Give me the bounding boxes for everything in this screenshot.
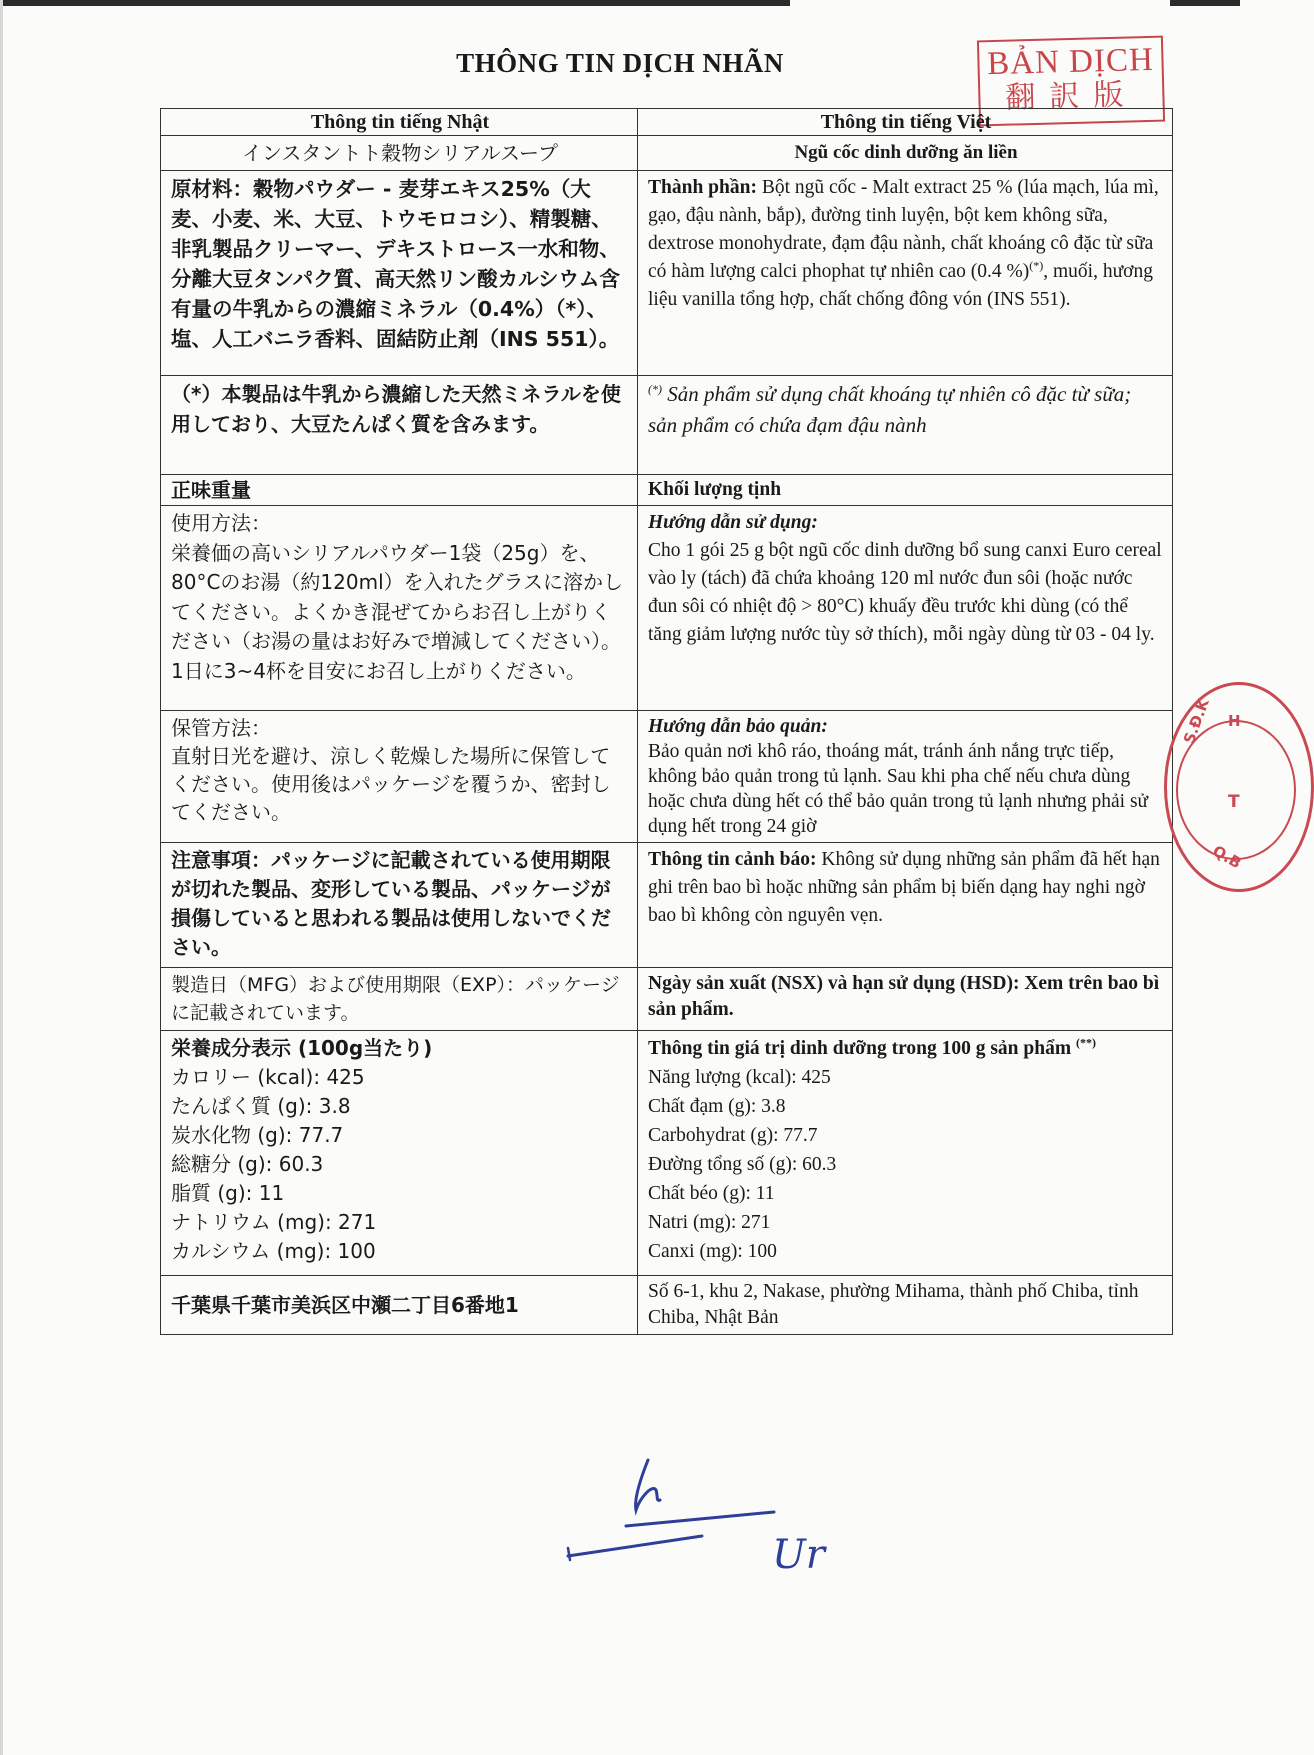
table-header-row: [161, 109, 1173, 136]
warning-jp: 注意事項：パッケージに記載されている使用期限が切れた製品、変形している製品、パッケージが損傷していると思われる製品は使用しないでください。: [161, 843, 638, 968]
usage-jp-text: 栄養価の高いシリアルパウダー1袋（25g）を、80°Cのお湯（約120ml）を入れたグラスに溶かしてください。よくかき混ぜてからお召し上がりください（お湯の量はお好みで増減してください）。1日に3~4杯を目安にお召し上がりください。: [171, 540, 624, 683]
nutrition-jp-row: カルシウム (mg): 100: [171, 1239, 376, 1263]
nutrition-vn-row: Canxi (mg): 100: [648, 1241, 777, 1262]
nutrition-jp-row: 脂質 (g): 11: [171, 1181, 285, 1205]
nutrition-row: [161, 1031, 1173, 1276]
header-vn: Thông tin tiếng Việt: [638, 109, 1173, 136]
note-row: [161, 376, 1173, 475]
ingredients-text-b: , muối, hương liệu vanilla tổng hợp, chất chống đông vón (INS 551).: [648, 261, 1153, 310]
seal-text-c: Q.B: [1209, 841, 1245, 873]
usage-vn: [638, 506, 1173, 711]
usage-vn-label: Hướng dẫn sử dụng:: [648, 512, 818, 533]
address-row: [161, 1276, 1173, 1335]
signature-stroke-tick: [568, 1548, 570, 1560]
product-name-vn: Ngũ cốc dinh dưỡng ăn liền: [638, 136, 1173, 171]
header-jp: Thông tin tiếng Nhật: [161, 109, 638, 136]
dates-jp: 製造日（MFG）および使用期限（EXP）：パッケージに記載されています。: [161, 968, 638, 1031]
net-weight-jp: 正味重量: [161, 475, 638, 506]
signature-stroke-initial: [636, 1460, 660, 1510]
ingredients-vn: [638, 171, 1173, 376]
nutrition-jp-title: 栄養成分表示 (100g当たり): [171, 1036, 433, 1060]
signature-initials: Ur: [772, 1532, 825, 1578]
scan-top-edge-gap: [790, 0, 1170, 6]
storage-jp: [161, 711, 638, 843]
nutrition-vn-row: Chất đạm (g): 3.8: [648, 1096, 786, 1117]
warning-vn-text: Không sử dụng những sản phẩm đã hết hạn ghi trên bao bì hoặc những sản phẩm bị biến dạng hay nghi ngờ bao bì không còn nguyên vẹn.: [648, 849, 1160, 926]
nutrition-jp-row: 総糖分 (g): 60.3: [171, 1152, 324, 1176]
dates-vn: Ngày sản xuất (NSX) và hạn sử dụng (HSD): Xem trên bao bì sản phẩm.: [638, 968, 1173, 1031]
nutrition-jp-row: ナトリウム (mg): 271: [171, 1210, 377, 1234]
storage-jp-text: 直射日光を避け、涼しく乾燥した場所に保管してください。使用後はパッケージを覆うか、密封してください。: [171, 744, 611, 824]
product-row: [161, 136, 1173, 171]
nutrition-vn-row: Natri (mg): 271: [648, 1212, 771, 1233]
address-vn: Số 6-1, khu 2, Nakase, phường Mihama, thành phố Chiba, tỉnh Chiba, Nhật Bản: [638, 1276, 1173, 1335]
usage-jp-label: 使用方法：: [171, 511, 271, 535]
nutrition-vn-row: Đường tổng số (g): 60.3: [648, 1154, 837, 1175]
product-name-jp: インスタントト穀物シリアルスープ: [161, 136, 638, 171]
storage-vn: [638, 711, 1173, 843]
storage-vn-label: Hướng dẫn bảo quản:: [648, 716, 828, 737]
storage-row: [161, 711, 1173, 843]
ingredients-label: Thành phần:: [648, 177, 757, 198]
ingredients-sup: (*): [1029, 258, 1044, 273]
net-weight-vn: Khối lượng tịnh: [638, 475, 1173, 506]
nutrition-vn-title: [648, 1034, 1164, 1063]
nutrition-jp: [161, 1031, 638, 1276]
nutrition-vn-row: Carbohydrat (g): 77.7: [648, 1125, 818, 1146]
usage-row: [161, 506, 1173, 711]
stamp-line-1: BẢN DỊCH: [986, 41, 1155, 83]
usage-vn-text: Cho 1 gói 25 g bột ngũ cốc dinh dưỡng bổ sung canxi Euro cereal vào ly (tách) đã chứa khoảng 120 ml nước đun sôi (hoặc nước đun sôi có nhiệt độ > 80°C) khuấy đều trước khi dùng (có thể tăng giảm lượng nước tùy sở thích), mỗi ngày dùng từ 03 - 04 ly.: [648, 540, 1162, 645]
ingredients-jp: 原材料：穀物パウダー - 麦芽エキス25%（大麦、小麦、米、大豆、トウモロコシ）、精製糖、非乳製品クリーマー、デキストロース一水和物、分離大豆タンパク質、高天然リン酸カルシウム含有量の牛乳からの濃縮ミネラル（0.4%）（*）、塩、人工バニラ香料、固結防止剤（INS 551）。: [161, 171, 638, 376]
stamp-line-2: 翻訳版: [1004, 77, 1138, 116]
storage-jp-label: 保管方法：: [171, 716, 271, 740]
dates-row: [161, 968, 1173, 1031]
note-vn: [638, 376, 1173, 475]
nutrition-vn-title-sup: (**): [1075, 1035, 1096, 1050]
ingredients-text-a: Bột ngũ cốc - Malt extract 25 % (lúa mạch, lúa mì, gạo, đậu nành, bắp), đường tinh luyện, bột kem không sữa, dextrose monohydrate, đạm đậu nành, chất khoáng cô đặc từ sữa có hàm lượng calci phophat tự nhiên cao (0.4 %): [648, 177, 1159, 282]
note-sup: (*): [648, 382, 662, 396]
warning-vn-label: Thông tin cảnh báo:: [648, 849, 817, 870]
note-jp: （*）本製品は牛乳から濃縮した天然ミネラルを使用しており、大豆たんぱく質を含みます。: [161, 376, 638, 475]
nutrition-vn-row: Chất béo (g): 11: [648, 1183, 775, 1204]
storage-vn-text: Bảo quản nơi khô ráo, thoáng mát, tránh ánh nắng trực tiếp, không bảo quản trong tủ lạnh. Sau khi pha chế nếu chưa dùng hoặc chưa dùng hết có thể bảo quản trong tủ lạnh nhưng phải sử dụng hết trong 24 giờ: [648, 741, 1149, 837]
nutrition-vn-title-text: Thông tin giá trị dinh dưỡng trong 100 g sản phẩm: [648, 1038, 1072, 1059]
seal-text-d: T: [1228, 792, 1240, 812]
nutrition-jp-row: カロリー (kcal): 425: [171, 1065, 365, 1089]
warning-row: [161, 843, 1173, 968]
nutrition-vn: [638, 1031, 1173, 1276]
document-title: THÔNG TIN DỊCH NHÃN: [456, 48, 784, 78]
signature-stroke-underline: [568, 1536, 702, 1556]
nutrition-jp-row: たんぱく質 (g): 3.8: [171, 1094, 351, 1118]
seal-text-a: S.Đ.K: [1180, 696, 1213, 747]
scan-left-edge: [0, 0, 3, 1755]
warning-vn: [638, 843, 1173, 968]
nutrition-jp-row: 炭水化物 (g): 77.7: [171, 1123, 344, 1147]
ingredients-row: [161, 171, 1173, 376]
usage-jp: [161, 506, 638, 711]
net-weight-row: [161, 475, 1173, 506]
signature-stroke-line: [626, 1512, 774, 1526]
seal-text-b: H: [1228, 712, 1241, 730]
note-text: Sản phẩm sử dụng chất khoáng tự nhiên cô đặc từ sữa; sản phẩm có chứa đạm đậu nành: [648, 382, 1132, 437]
address-jp: 千葉県千葉市美浜区中瀬二丁目6番地1: [161, 1276, 638, 1335]
nutrition-vn-row: Năng lượng (kcal): 425: [648, 1067, 831, 1088]
label-translation-table: [160, 108, 1173, 1335]
